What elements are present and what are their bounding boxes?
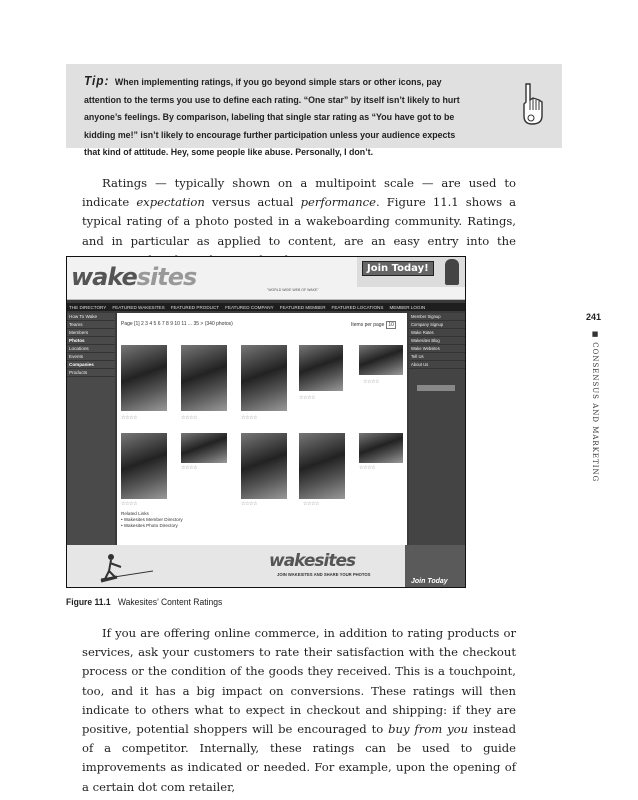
star-rating[interactable]: ☆☆☆☆ bbox=[303, 501, 319, 507]
footer-logo[interactable] bbox=[269, 551, 355, 571]
right-menu-tell-us[interactable]: Tell Us bbox=[409, 353, 465, 361]
wakeboarder-photo bbox=[445, 259, 459, 285]
figure-title: Wakesites’ Content Ratings bbox=[117, 597, 223, 608]
paragraph-2-text-a: If you are offering online commerce, in addition to rating products or services, ask your customers to rate their satisfaction with the checkout process or the condition of the goods they received. This is a touchpoint, too, and it has a big impact on conversions. These ratings will then indicate to others what to expect in checkout and shipping: if they are positive, potential shoppers will be encouraged to bbox=[82, 626, 516, 737]
star-rating[interactable]: ☆☆☆☆ bbox=[181, 415, 197, 421]
footer-join-banner[interactable] bbox=[405, 545, 465, 587]
right-sidebar bbox=[409, 313, 465, 545]
tip-box bbox=[66, 64, 562, 159]
items-per-page-select[interactable]: 10 bbox=[388, 322, 394, 328]
tip-heading: Tip: bbox=[84, 73, 110, 88]
paragraph-2 bbox=[82, 624, 516, 797]
paragraph-1-text-b: versus actual bbox=[204, 195, 301, 210]
left-sidebar bbox=[67, 313, 115, 545]
star-rating[interactable]: ☆☆☆☆ bbox=[241, 415, 257, 421]
nav-member-login[interactable]: MEMBER LOGIN bbox=[389, 304, 426, 310]
photo-thumbnail[interactable] bbox=[241, 345, 287, 411]
right-menu-wake-rates[interactable]: Wake Rates bbox=[409, 329, 465, 337]
photo-thumbnail[interactable] bbox=[121, 345, 167, 411]
wakesites-screenshot bbox=[66, 256, 466, 588]
nav-featured-locations[interactable]: FEATURED LOCATIONS bbox=[331, 304, 384, 310]
paragraph-1-text-c: . Figure 11.1 shows a typical rating of a photo posted in a wakeboarding community. Ratings, and in particular as applied to content, are an easy entry into the bbox=[82, 195, 517, 248]
nav-directory[interactable]: THE DIRECTORY bbox=[69, 304, 107, 310]
star-rating[interactable]: ☆☆☆☆ bbox=[363, 379, 379, 385]
sidebar-item-photos[interactable]: Photos bbox=[67, 337, 115, 345]
photo-gallery bbox=[117, 313, 407, 545]
photo-thumbnail[interactable] bbox=[359, 433, 403, 463]
figure-caption bbox=[66, 597, 222, 608]
top-nav bbox=[67, 303, 465, 311]
star-rating[interactable]: ☆☆☆☆ bbox=[299, 395, 315, 401]
tip-body: When implementing ratings, if you go beyond simple stars or other icons, pay attention to the terms you use to define each rating. “One star” by itself isn’t likely to hurt anyone’s feelings. By comparison, labeling that single star rating as “You have got to be kidding me!” isn’t likely to encourage further participation unless your audience expects that kind of attitude. Hey, some people like abuse. Personally, I don’t. bbox=[84, 77, 460, 159]
star-rating[interactable]: ☆☆☆☆ bbox=[359, 465, 375, 471]
join-banner[interactable] bbox=[357, 257, 465, 287]
right-sidebar-badge[interactable] bbox=[417, 385, 455, 391]
logo-accent: sites bbox=[136, 263, 197, 291]
paragraph-2-emphasis: buy from you bbox=[388, 722, 469, 737]
wakeboarder-silhouette-icon bbox=[97, 549, 157, 585]
pointing-hand-icon bbox=[518, 82, 546, 126]
site-banner bbox=[67, 257, 465, 300]
sidebar-item-how-to-wake[interactable]: How To Wake bbox=[67, 313, 115, 321]
sidebar-item-events[interactable]: Events bbox=[67, 353, 115, 361]
site-tagline: "WORLD WIDE WEB OF WAKE" bbox=[267, 288, 319, 292]
right-menu-member-signup[interactable]: Member Signup bbox=[409, 313, 465, 321]
site-logo[interactable] bbox=[71, 263, 196, 291]
star-rating[interactable]: ☆☆☆☆ bbox=[121, 415, 137, 421]
photo-thumbnail[interactable] bbox=[359, 345, 403, 375]
logo-main: wake bbox=[71, 263, 137, 291]
right-menu-company-signup[interactable]: Company Signup bbox=[409, 321, 465, 329]
right-menu-wakesites-blog[interactable]: Wakesites Blog bbox=[409, 337, 465, 345]
right-menu-wake-websites[interactable]: Wake Websites bbox=[409, 345, 465, 353]
join-today-button[interactable]: Join Today! bbox=[362, 261, 434, 276]
related-links bbox=[121, 511, 183, 529]
photo-thumbnail[interactable] bbox=[181, 345, 227, 411]
figure-number: Figure 11.1 bbox=[66, 597, 111, 608]
running-head: ■ CONSENSUS AND MARKETING bbox=[591, 330, 599, 483]
paragraph-1-emphasis-a: expectation bbox=[136, 195, 205, 210]
footer-logo-main: wake bbox=[269, 551, 315, 571]
page-number: 241 bbox=[586, 312, 602, 322]
photo-thumbnail[interactable] bbox=[299, 433, 345, 499]
paragraph-1-emphasis-b: performance bbox=[300, 195, 376, 210]
star-rating[interactable]: ☆☆☆☆ bbox=[241, 501, 257, 507]
footer-tagline: JOIN WAKESITES AND SHARE YOUR PHOTOS bbox=[277, 572, 371, 577]
related-link-member-directory[interactable]: • Wakesites Member Directory bbox=[121, 517, 183, 522]
items-per-page-label: Items per page bbox=[351, 322, 385, 328]
related-links-title: Related Links bbox=[121, 511, 149, 516]
sidebar-item-locations[interactable]: Locations bbox=[67, 345, 115, 353]
nav-featured-member[interactable]: FEATURED MEMBER bbox=[279, 304, 326, 310]
sidebar-item-products[interactable]: Products bbox=[67, 369, 115, 377]
nav-featured-company[interactable]: FEATURED COMPANY bbox=[225, 304, 274, 310]
related-link-photo-directory[interactable]: • Wakesites Photo Directory bbox=[121, 523, 178, 528]
photo-thumbnail[interactable] bbox=[121, 433, 167, 499]
photo-thumbnail[interactable] bbox=[241, 433, 287, 499]
footer-logo-accent: sites bbox=[314, 551, 356, 571]
pager[interactable]: Page [1] 2 3 4 5 6 7 8 9 10 11 ... 35 > (340 photos) bbox=[121, 321, 233, 327]
right-menu-about-us[interactable]: About Us bbox=[409, 361, 465, 369]
nav-featured-wakesites[interactable]: FEATURED WAKESITES bbox=[112, 304, 165, 310]
paragraph-2-text-b: instead of a competitor. Internally, these ratings can be used to guide improvements as indicated or needed. For example, upon the opening of a certain dot com retailer, bbox=[82, 722, 516, 794]
sidebar-item-teams[interactable]: Teams bbox=[67, 321, 115, 329]
sidebar-item-members[interactable]: Members bbox=[67, 329, 115, 337]
sidebar-item-companies[interactable]: Companies bbox=[67, 361, 115, 369]
photo-thumbnail[interactable] bbox=[181, 433, 227, 463]
nav-featured-product[interactable]: FEATURED PRODUCT bbox=[170, 304, 220, 310]
star-rating[interactable]: ☆☆☆☆ bbox=[121, 501, 137, 507]
photo-thumbnail[interactable] bbox=[299, 345, 343, 391]
paragraph-1-text-a: Ratings — typically shown on a multipoint scale — are used to indicate bbox=[82, 176, 516, 210]
site-footer-banner bbox=[67, 545, 465, 587]
tip-text-block bbox=[84, 72, 470, 162]
star-rating[interactable]: ☆☆☆☆ bbox=[181, 465, 197, 471]
items-per-page bbox=[351, 321, 396, 329]
footer-join-today[interactable]: Join Today bbox=[411, 578, 448, 585]
